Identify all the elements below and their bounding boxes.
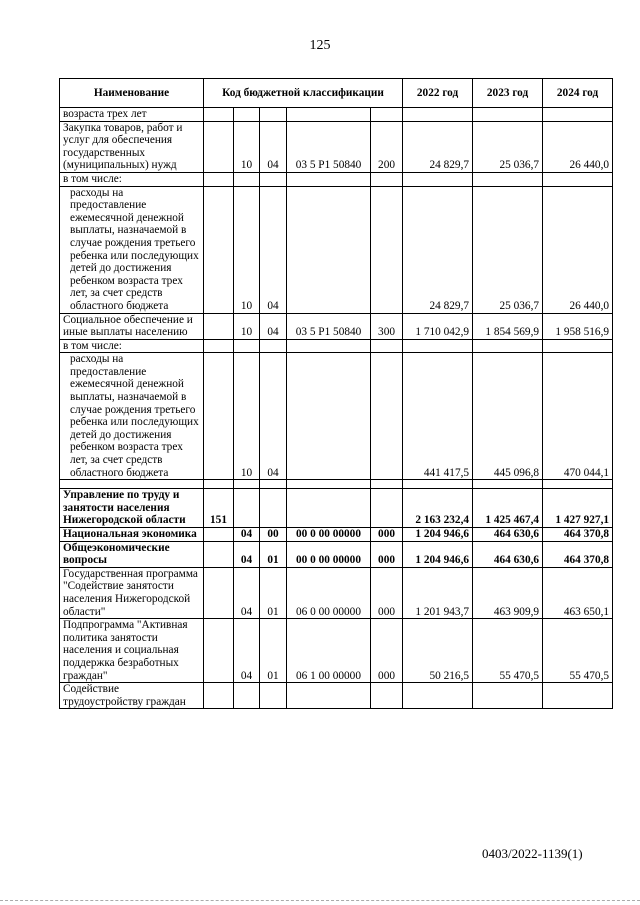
code-ministry-cell <box>204 480 234 489</box>
amount-2024-cell: 464 370,8 <box>543 528 613 542</box>
code-ministry-cell <box>204 528 234 542</box>
code-target-article-cell <box>287 108 371 122</box>
code-section-cell <box>234 339 260 353</box>
header-2023: 2023 год <box>473 79 543 108</box>
code-target-article-cell <box>287 683 371 709</box>
row-name-cell: Подпрограмма "Активная политика занятости населения и социальная поддержка безработных граждан" <box>60 619 204 683</box>
code-subsection-cell <box>260 683 287 709</box>
code-ministry-cell <box>204 121 234 172</box>
code-subsection-cell: 04 <box>260 121 287 172</box>
code-subsection-cell: 04 <box>260 186 287 313</box>
amount-2022-cell: 1 204 946,6 <box>403 528 473 542</box>
code-section-cell: 10 <box>234 313 260 339</box>
amount-2023-cell: 1 425 467,4 <box>473 489 543 528</box>
table-row <box>60 339 613 353</box>
amount-2022-cell <box>403 480 473 489</box>
table-row <box>60 353 613 480</box>
page-number: 125 <box>309 38 331 53</box>
code-ministry-cell <box>204 683 234 709</box>
table-row <box>60 313 613 339</box>
row-name-cell: Государственная программа "Содействие занятости населения Нижегородской области" <box>60 567 204 618</box>
amount-2022-cell: 24 829,7 <box>403 186 473 313</box>
code-subsection-cell: 01 <box>260 619 287 683</box>
row-name-cell: расходы на предоставление ежемесячной денежной выплаты, назначаемой в случае рождения третьего ребенка или последующих детей до достижения ребенком возраста трех лет, за счет средств областного бюджета <box>60 353 204 480</box>
table-row <box>60 489 613 528</box>
code-ministry-cell <box>204 186 234 313</box>
amount-2024-cell: 1 427 927,1 <box>543 489 613 528</box>
code-target-article-cell <box>287 480 371 489</box>
amount-2023-cell: 464 630,6 <box>473 541 543 567</box>
code-expense-type-cell <box>371 108 403 122</box>
code-target-article-cell <box>287 353 371 480</box>
code-target-article-cell: 00 0 00 00000 <box>287 541 371 567</box>
table-header-row <box>60 79 613 108</box>
code-ministry-cell <box>204 567 234 618</box>
row-name-cell: Содействие трудоустройству граждан <box>60 683 204 709</box>
amount-2022-cell <box>403 339 473 353</box>
amount-2024-cell: 470 044,1 <box>543 353 613 480</box>
code-expense-type-cell <box>371 172 403 186</box>
code-section-cell: 04 <box>234 619 260 683</box>
amount-2022-cell: 1 710 042,9 <box>403 313 473 339</box>
table-row <box>60 121 613 172</box>
table-row <box>60 541 613 567</box>
code-section-cell <box>234 480 260 489</box>
code-subsection-cell <box>260 339 287 353</box>
code-subsection-cell <box>260 108 287 122</box>
code-expense-type-cell: 000 <box>371 541 403 567</box>
amount-2022-cell: 1 204 946,6 <box>403 541 473 567</box>
code-expense-type-cell <box>371 339 403 353</box>
amount-2024-cell: 26 440,0 <box>543 121 613 172</box>
table-row <box>60 683 613 709</box>
amount-2022-cell: 24 829,7 <box>403 121 473 172</box>
code-expense-type-cell <box>371 353 403 480</box>
code-target-article-cell: 03 5 P1 50840 <box>287 313 371 339</box>
amount-2024-cell <box>543 480 613 489</box>
code-section-cell: 10 <box>234 186 260 313</box>
header-2022: 2022 год <box>403 79 473 108</box>
table-row <box>60 108 613 122</box>
amount-2023-cell: 25 036,7 <box>473 121 543 172</box>
row-name-cell: расходы на предоставление ежемесячной денежной выплаты, назначаемой в случае рождения третьего ребенка или последующих детей до достижения ребенком возраста трех лет, за счет средств областного бюджета <box>60 186 204 313</box>
row-name-cell: Социальное обеспечение и иные выплаты населению <box>60 313 204 339</box>
amount-2022-cell: 1 201 943,7 <box>403 567 473 618</box>
header-code: Код бюджетной классификации <box>204 79 403 108</box>
amount-2023-cell <box>473 683 543 709</box>
code-subsection-cell: 01 <box>260 541 287 567</box>
code-expense-type-cell <box>371 480 403 489</box>
row-name-cell <box>60 480 204 489</box>
code-subsection-cell: 04 <box>260 353 287 480</box>
amount-2024-cell: 464 370,8 <box>543 541 613 567</box>
row-name-cell: Закупка товаров, работ и услуг для обеспечения государственных (муниципальных) нужд <box>60 121 204 172</box>
amount-2024-cell: 463 650,1 <box>543 567 613 618</box>
code-subsection-cell: 00 <box>260 528 287 542</box>
code-section-cell: 04 <box>234 541 260 567</box>
footer-document-code: 0403/2022-1139(1) <box>482 846 583 861</box>
amount-2024-cell: 26 440,0 <box>543 186 613 313</box>
row-name-cell: Управление по труду и занятости населения Нижегородской области <box>60 489 204 528</box>
amount-2023-cell: 1 854 569,9 <box>473 313 543 339</box>
code-target-article-cell: 06 0 00 00000 <box>287 567 371 618</box>
code-ministry-cell: 151 <box>204 489 234 528</box>
code-subsection-cell <box>260 172 287 186</box>
amount-2023-cell: 463 909,9 <box>473 567 543 618</box>
code-subsection-cell: 01 <box>260 567 287 618</box>
code-expense-type-cell: 300 <box>371 313 403 339</box>
code-expense-type-cell <box>371 186 403 313</box>
code-section-cell: 04 <box>234 567 260 618</box>
amount-2022-cell: 50 216,5 <box>403 619 473 683</box>
code-ministry-cell <box>204 353 234 480</box>
table-row <box>60 172 613 186</box>
code-section-cell <box>234 172 260 186</box>
header-2024: 2024 год <box>543 79 613 108</box>
code-subsection-cell <box>260 480 287 489</box>
code-expense-type-cell <box>371 683 403 709</box>
amount-2023-cell <box>473 172 543 186</box>
code-section-cell <box>234 683 260 709</box>
amount-2024-cell: 55 470,5 <box>543 619 613 683</box>
code-expense-type-cell: 000 <box>371 567 403 618</box>
code-target-article-cell <box>287 186 371 313</box>
code-section-cell <box>234 108 260 122</box>
amount-2024-cell <box>543 172 613 186</box>
amount-2022-cell <box>403 683 473 709</box>
code-subsection-cell: 04 <box>260 313 287 339</box>
code-target-article-cell <box>287 489 371 528</box>
code-section-cell: 04 <box>234 528 260 542</box>
amount-2022-cell: 2 163 232,4 <box>403 489 473 528</box>
code-target-article-cell: 06 1 00 00000 <box>287 619 371 683</box>
table-row <box>60 528 613 542</box>
amount-2023-cell <box>473 108 543 122</box>
code-ministry-cell <box>204 619 234 683</box>
code-target-article-cell <box>287 339 371 353</box>
amount-2023-cell <box>473 480 543 489</box>
table-row <box>60 619 613 683</box>
code-expense-type-cell: 000 <box>371 528 403 542</box>
code-section-cell: 10 <box>234 353 260 480</box>
table-row <box>60 567 613 618</box>
code-subsection-cell <box>260 489 287 528</box>
amount-2023-cell: 25 036,7 <box>473 186 543 313</box>
amount-2022-cell <box>403 172 473 186</box>
code-expense-type-cell: 000 <box>371 619 403 683</box>
amount-2023-cell: 55 470,5 <box>473 619 543 683</box>
row-name-cell: Общеэкономические вопросы <box>60 541 204 567</box>
amount-2023-cell <box>473 339 543 353</box>
row-name-cell: Национальная экономика <box>60 528 204 542</box>
header-name: Наименование <box>60 79 204 108</box>
budget-table <box>59 78 613 709</box>
code-target-article-cell: 03 5 P1 50840 <box>287 121 371 172</box>
amount-2022-cell: 441 417,5 <box>403 353 473 480</box>
code-target-article-cell: 00 0 00 00000 <box>287 528 371 542</box>
code-ministry-cell <box>204 172 234 186</box>
code-ministry-cell <box>204 313 234 339</box>
amount-2024-cell <box>543 108 613 122</box>
amount-2024-cell <box>543 339 613 353</box>
amount-2023-cell: 464 630,6 <box>473 528 543 542</box>
row-name-cell: в том числе: <box>60 339 204 353</box>
code-target-article-cell <box>287 172 371 186</box>
amount-2024-cell <box>543 683 613 709</box>
table-row <box>60 186 613 313</box>
code-section-cell: 10 <box>234 121 260 172</box>
amount-2024-cell: 1 958 516,9 <box>543 313 613 339</box>
code-expense-type-cell <box>371 489 403 528</box>
code-section-cell <box>234 489 260 528</box>
spacer-row <box>60 480 613 489</box>
code-ministry-cell <box>204 541 234 567</box>
amount-2022-cell <box>403 108 473 122</box>
row-name-cell: в том числе: <box>60 172 204 186</box>
code-ministry-cell <box>204 108 234 122</box>
amount-2023-cell: 445 096,8 <box>473 353 543 480</box>
bottom-divider <box>0 900 640 901</box>
code-expense-type-cell: 200 <box>371 121 403 172</box>
row-name-cell: возраста трех лет <box>60 108 204 122</box>
code-ministry-cell <box>204 339 234 353</box>
